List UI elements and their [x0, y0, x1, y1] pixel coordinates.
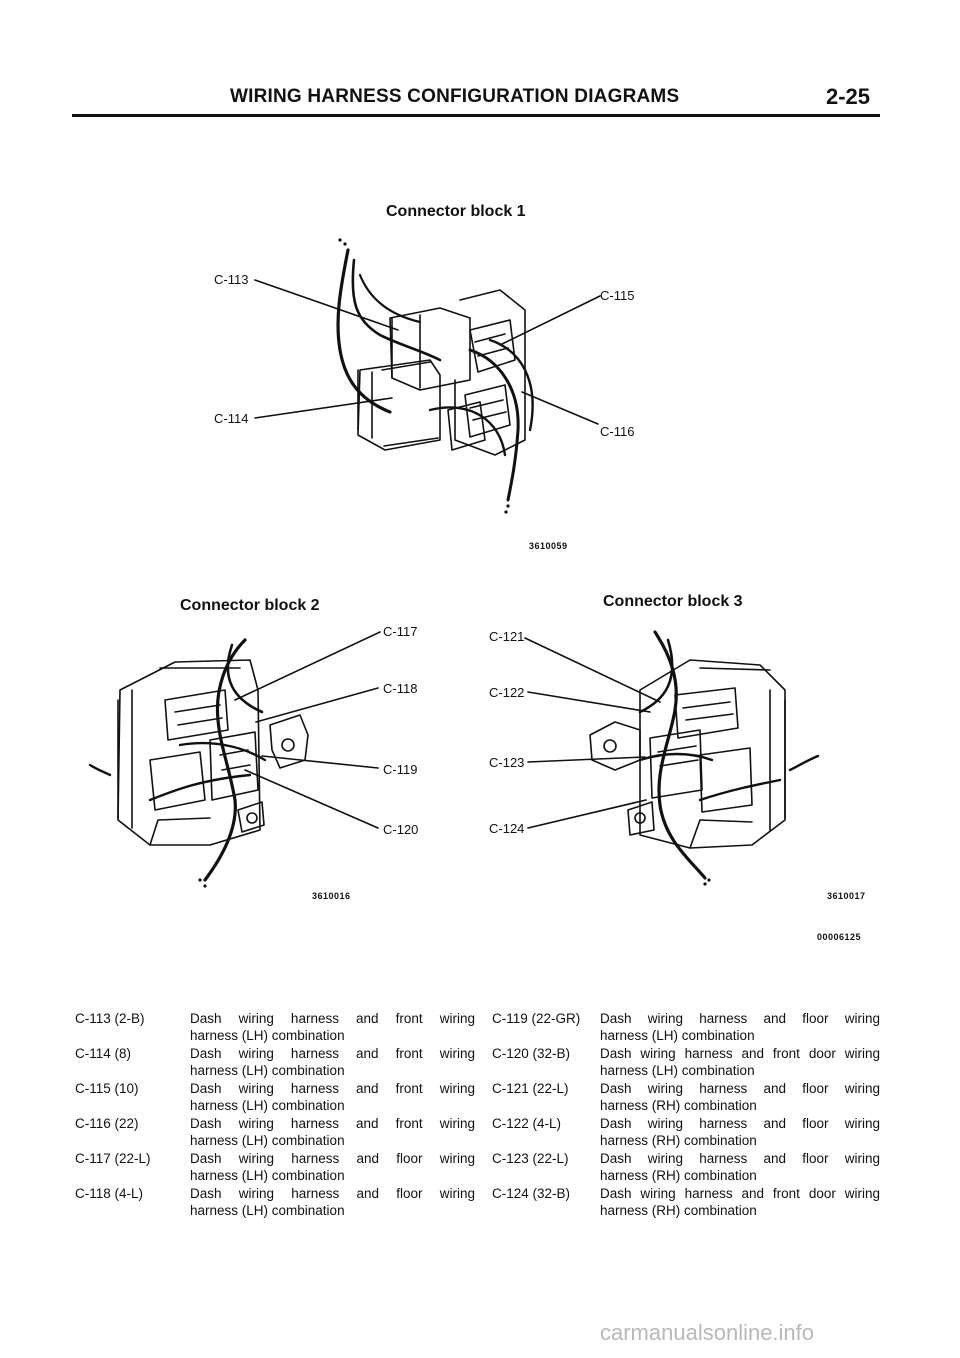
legend-description-line-2: harness (LH) combination	[190, 1168, 345, 1183]
legend-description-line-2: harness (LH) combination	[190, 1098, 345, 1113]
legend-entry	[75, 1045, 475, 1080]
legend-connector-code: C-114 (8)	[75, 1046, 132, 1061]
legend-description	[600, 1115, 880, 1149]
legend-description-line-1: Dash wiring harness and floor wiring	[600, 1011, 880, 1026]
legend-entry	[492, 1115, 882, 1150]
legend-description-line-2: harness (LH) combination	[190, 1063, 345, 1078]
legend-entry	[492, 1045, 882, 1080]
legend-entry	[75, 1150, 475, 1185]
legend-description	[600, 1080, 880, 1114]
legend-description-line-1: Dash wiring harness and front door wiring	[600, 1046, 880, 1061]
legend-description-line-1: Dash wiring harness and front wiring	[190, 1081, 475, 1096]
legend-connector-code: C-122 (4-L)	[492, 1116, 562, 1131]
legend-entry	[75, 1115, 475, 1150]
label-c124: C-124	[489, 821, 525, 836]
connector-block-2-title: Connector block 2	[180, 597, 320, 614]
legend-connector-code: C-113 (2-B)	[75, 1011, 145, 1026]
label-c114: C-114	[214, 411, 249, 426]
legend-description	[190, 1080, 475, 1114]
legend-description-line-1: Dash wiring harness and floor wiring	[600, 1081, 880, 1096]
legend-description-line-1: Dash wiring harness and front wiring	[190, 1011, 475, 1026]
legend-description-line-1: Dash wiring harness and floor wiring	[190, 1151, 475, 1166]
legend-description-line-2: harness (LH) combination	[600, 1063, 755, 1078]
legend-description-line-2: harness (LH) combination	[190, 1028, 345, 1043]
legend-entry	[492, 1150, 882, 1185]
legend-left-column	[75, 1010, 475, 1220]
legend-description	[600, 1185, 880, 1219]
label-c118: C-118	[383, 681, 418, 696]
legend-description-line-1: Dash wiring harness and floor wiring	[600, 1151, 880, 1166]
legend-description-line-1: Dash wiring harness and front wiring	[190, 1046, 475, 1061]
label-c117: C-117	[383, 624, 418, 639]
legend-description-line-1: Dash wiring harness and front wiring	[190, 1116, 475, 1131]
label-c120: C-120	[383, 822, 419, 837]
legend-connector-code: C-121 (22-L)	[492, 1081, 569, 1096]
figure-id-block-2: 3610016	[312, 891, 351, 901]
legend-description-line-1: Dash wiring harness and floor wiring	[600, 1116, 880, 1131]
legend-description-line-2: harness (RH) combination	[600, 1168, 757, 1183]
legend-connector-code: C-123 (22-L)	[492, 1151, 569, 1166]
legend-description	[190, 1045, 475, 1079]
legend-description	[190, 1010, 475, 1044]
legend-description	[600, 1045, 880, 1079]
legend-description-line-2: harness (LH) combination	[600, 1028, 755, 1043]
legend-connector-code: C-120 (32-B)	[492, 1046, 571, 1061]
connector-block-1-title: Connector block 1	[386, 203, 526, 220]
page-header-title: WIRING HARNESS CONFIGURATION DIAGRAMS	[230, 86, 680, 107]
legend-connector-code: C-124 (32-B)	[492, 1186, 571, 1201]
legend-description	[190, 1150, 475, 1184]
legend-description-line-2: harness (RH) combination	[600, 1133, 757, 1148]
connector-block-1-drawing	[255, 250, 600, 500]
legend-description-line-2: harness (LH) combination	[190, 1133, 345, 1148]
legend-entry	[75, 1080, 475, 1115]
watermark: carmanualsonline.info	[600, 1320, 815, 1345]
legend-description-line-1: Dash wiring harness and floor wiring	[190, 1186, 475, 1201]
legend-description	[600, 1010, 880, 1044]
legend-entry	[75, 1185, 475, 1220]
legend-entry	[492, 1185, 882, 1220]
legend-description	[190, 1115, 475, 1149]
legend-description-line-2: harness (RH) combination	[600, 1098, 757, 1113]
legend-connector-code: C-115 (10)	[75, 1081, 139, 1096]
figure-id-block-1: 3610059	[529, 541, 568, 551]
legend-right-column	[492, 1010, 882, 1220]
legend-description	[190, 1185, 475, 1219]
connector-block-3-drawing	[525, 632, 818, 878]
figure-id-block-3: 3610017	[827, 891, 866, 901]
page-code: 00006125	[817, 932, 862, 942]
legend-entry	[75, 1010, 475, 1045]
legend-connector-code: C-117 (22-L)	[75, 1151, 151, 1166]
connector-block-2-drawing	[90, 632, 380, 880]
connector-block-3-title: Connector block 3	[603, 593, 743, 610]
page-number: 2-25	[826, 84, 871, 109]
legend-connector-code: C-119 (22-GR)	[492, 1011, 581, 1026]
legend-entry	[492, 1080, 882, 1115]
legend-entry	[492, 1010, 882, 1045]
legend-description-line-1: Dash wiring harness and front door wiring	[600, 1186, 880, 1201]
legend-description	[600, 1150, 880, 1184]
label-c115: C-115	[600, 288, 635, 303]
label-c121: C-121	[489, 629, 525, 644]
legend-description-line-2: harness (LH) combination	[190, 1203, 345, 1218]
label-c116: C-116	[600, 424, 635, 439]
label-c123: C-123	[489, 755, 525, 770]
label-c119: C-119	[383, 762, 418, 777]
legend-description-line-2: harness (RH) combination	[600, 1203, 757, 1218]
legend-connector-code: C-116 (22)	[75, 1116, 139, 1131]
label-c122: C-122	[489, 685, 525, 700]
legend-connector-code: C-118 (4-L)	[75, 1186, 144, 1201]
label-c113: C-113	[214, 272, 249, 287]
